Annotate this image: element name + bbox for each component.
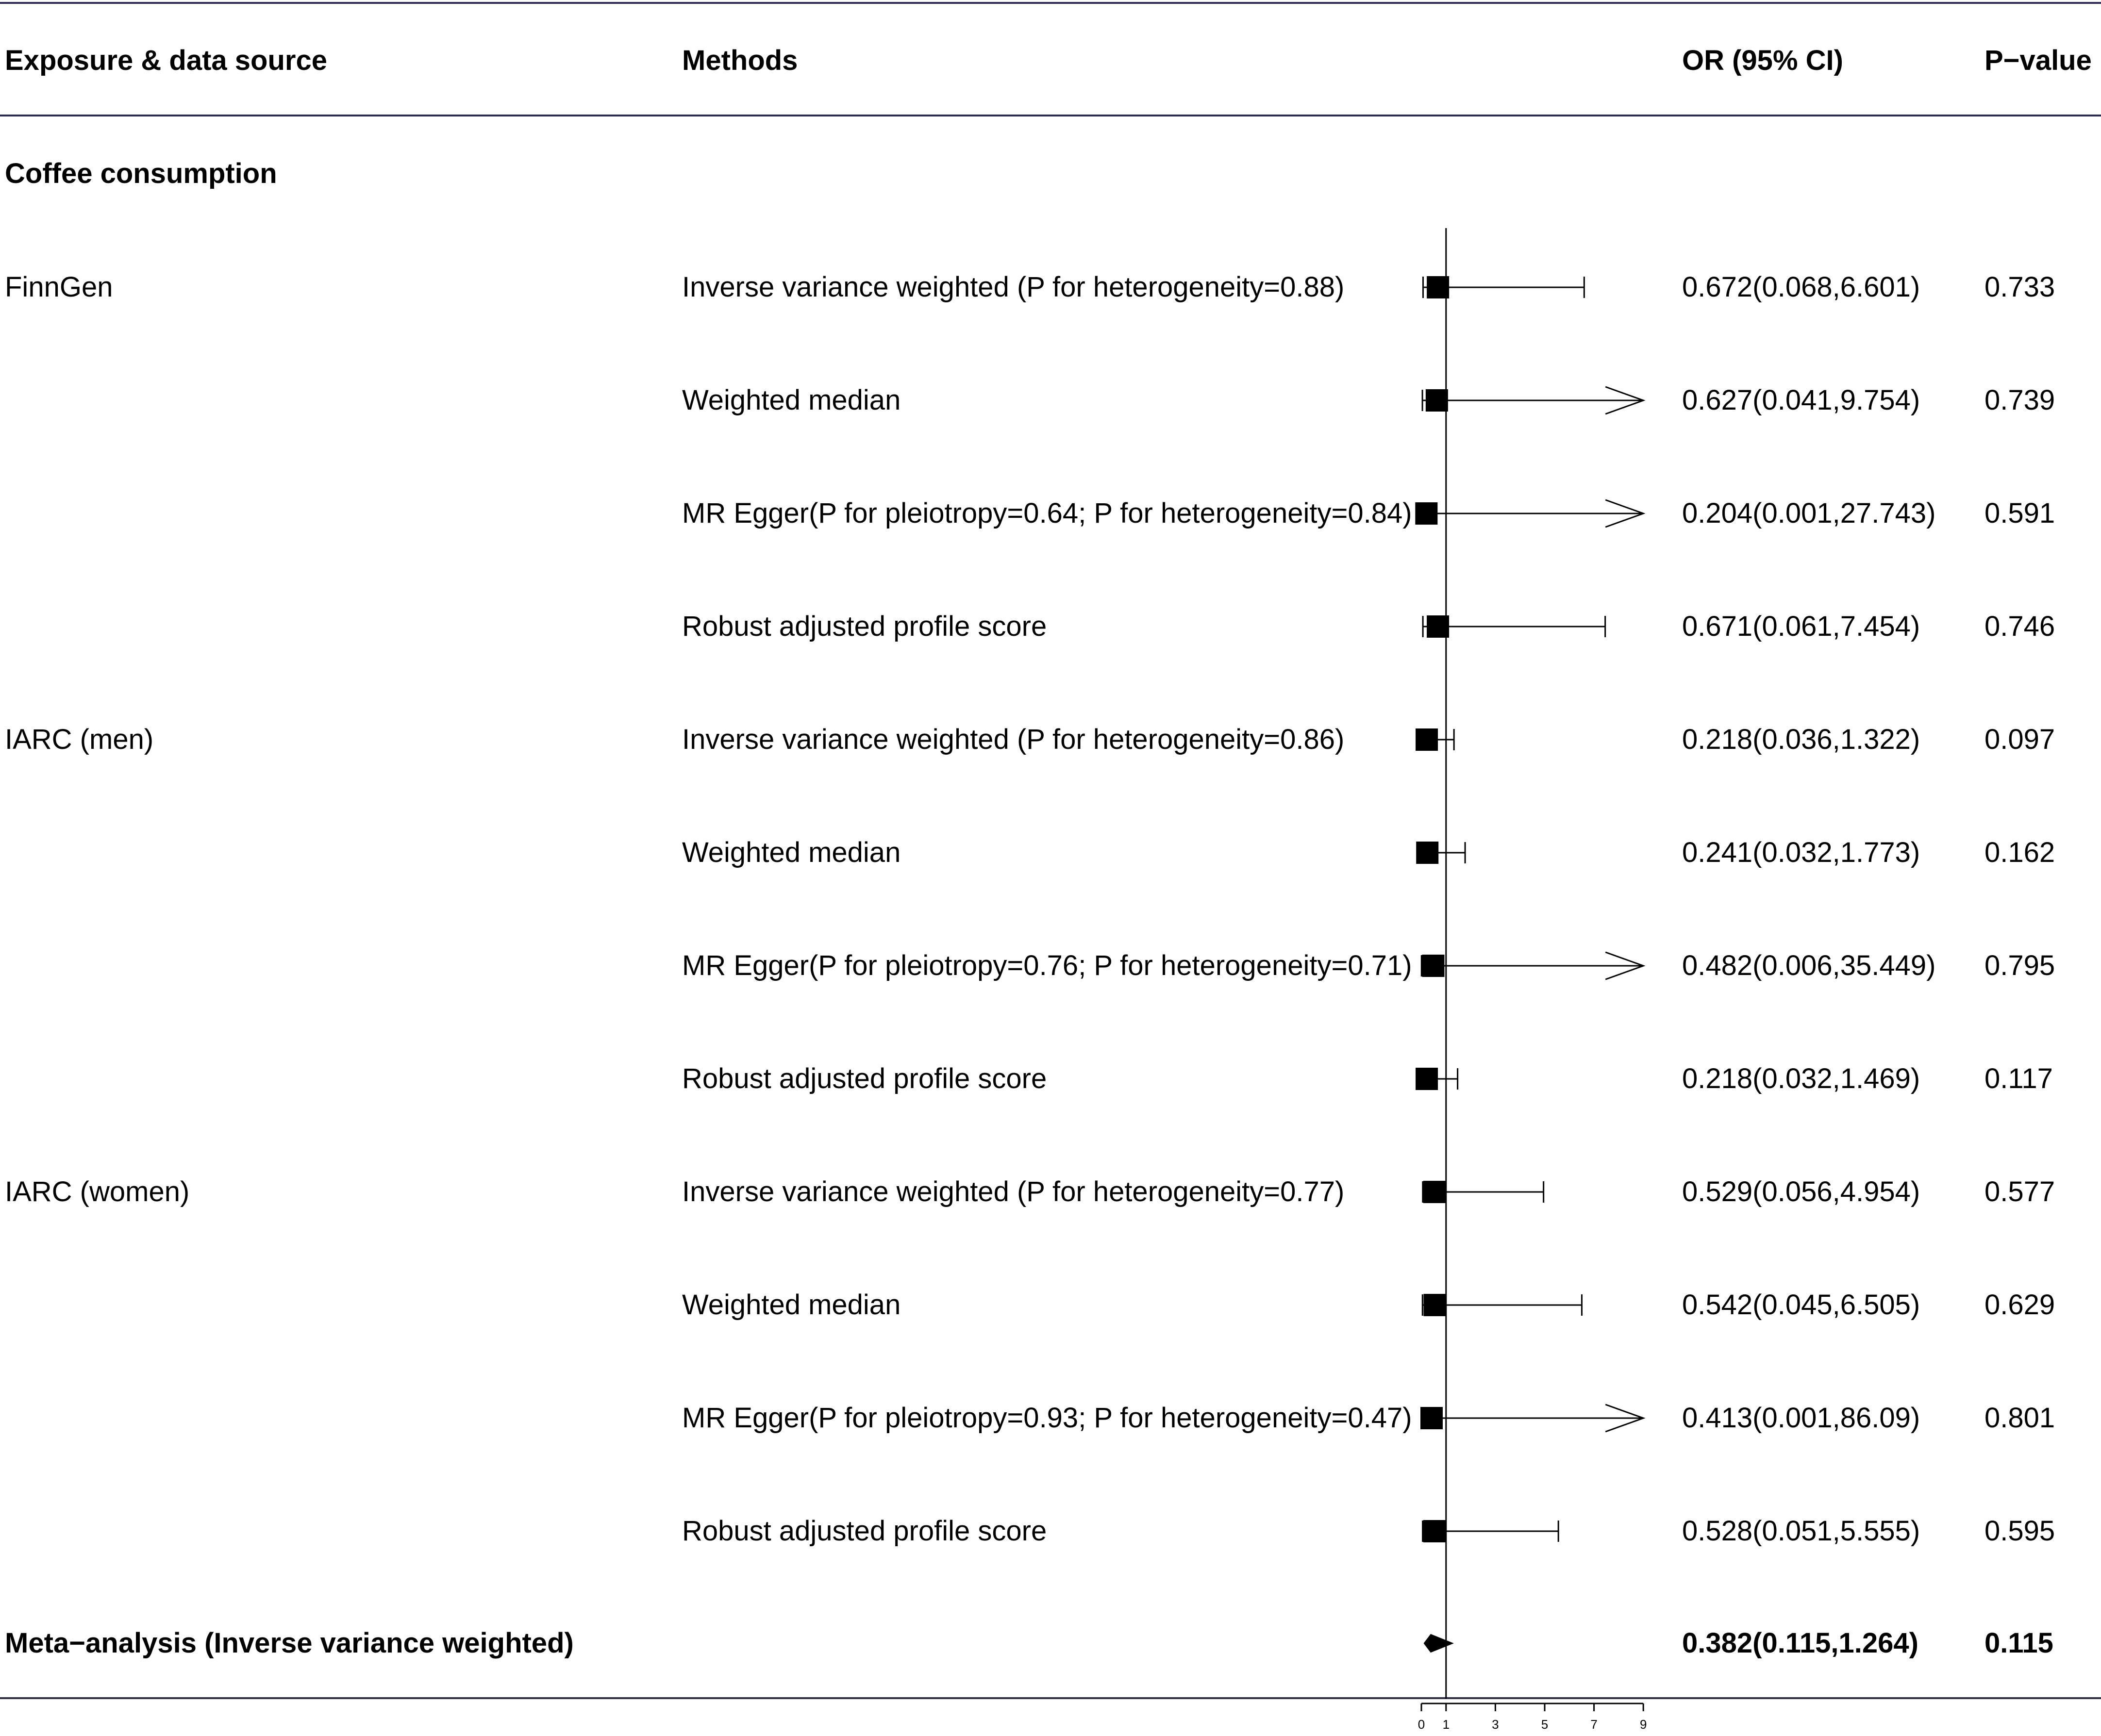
row-p-value: 0.577 — [1984, 1176, 2055, 1207]
point-estimate — [1415, 502, 1437, 525]
row-method: MR Egger(P for pleiotropy=0.76; P for heterogeneity=0.71) — [682, 950, 1412, 981]
header-p-value: P−value — [1984, 45, 2092, 76]
row-p-value: 0.795 — [1984, 950, 2055, 981]
row-or-ci: 0.627(0.041,9.754) — [1682, 384, 1920, 416]
x-tick-label: 9 — [1639, 1717, 1647, 1732]
row-p-value: 0.117 — [1984, 1063, 2053, 1094]
x-tick-label: 7 — [1590, 1717, 1598, 1732]
row-or-ci: 0.241(0.032,1.773) — [1682, 837, 1920, 868]
row-source: IARC (women) — [5, 1176, 190, 1207]
point-estimate — [1416, 728, 1438, 751]
x-tick-label: 5 — [1541, 1717, 1549, 1732]
row-method: MR Egger(P for pleiotropy=0.93; P for heterogeneity=0.47) — [682, 1402, 1412, 1434]
row-p-value: 0.739 — [1984, 384, 2055, 416]
point-estimate — [1423, 1520, 1446, 1542]
row-or-ci: 0.218(0.032,1.469) — [1682, 1063, 1920, 1094]
point-estimate — [1416, 842, 1438, 864]
row-method: Robust adjusted profile score — [682, 611, 1047, 642]
point-estimate — [1426, 389, 1448, 412]
header-exposure: Exposure & data source — [5, 45, 327, 76]
point-estimate — [1427, 276, 1449, 298]
x-tick-label: 1 — [1442, 1717, 1450, 1732]
row-or-ci: 0.671(0.061,7.454) — [1682, 611, 1920, 642]
point-estimate — [1416, 1068, 1438, 1090]
point-estimate — [1424, 1294, 1446, 1316]
row-or-ci: 0.482(0.006,35.449) — [1682, 950, 1936, 981]
x-tick-label: 3 — [1492, 1717, 1499, 1732]
row-or-ci: 0.218(0.036,1.322) — [1682, 724, 1920, 755]
row-method: Inverse variance weighted (P for heterogeneity=0.88) — [682, 271, 1345, 303]
row-method: Inverse variance weighted (P for heterogeneity=0.86) — [682, 724, 1345, 755]
header-or-ci: OR (95% CI) — [1682, 45, 1843, 76]
row-or-ci: 0.204(0.001,27.743) — [1682, 497, 1936, 529]
row-source: IARC (men) — [5, 724, 154, 755]
row-method: Weighted median — [682, 384, 901, 416]
row-p-value: 0.733 — [1984, 271, 2055, 303]
row-p-value: 0.746 — [1984, 611, 2055, 642]
meta-label: Meta−analysis (Inverse variance weighted) — [5, 1627, 574, 1659]
row-or-ci: 0.672(0.068,6.601) — [1682, 271, 1920, 303]
row-p-value: 0.595 — [1984, 1515, 2055, 1547]
section-title: Coffee consumption — [5, 158, 277, 189]
row-method: MR Egger(P for pleiotropy=0.64; P for heterogeneity=0.84) — [682, 497, 1412, 529]
point-estimate — [1422, 955, 1444, 977]
row-or-ci: 0.529(0.056,4.954) — [1682, 1176, 1920, 1207]
row-p-value: 0.591 — [1984, 497, 2055, 529]
row-or-ci: 0.528(0.051,5.555) — [1682, 1515, 1920, 1547]
summary-diamond — [1424, 1635, 1452, 1652]
point-estimate — [1423, 1181, 1446, 1203]
meta-p-value: 0.115 — [1984, 1627, 2053, 1659]
row-p-value: 0.629 — [1984, 1289, 2055, 1321]
row-p-value: 0.097 — [1984, 724, 2055, 755]
row-or-ci: 0.542(0.045,6.505) — [1682, 1289, 1920, 1321]
point-estimate — [1427, 615, 1449, 638]
row-method: Robust adjusted profile score — [682, 1063, 1047, 1094]
x-tick-label: 0 — [1417, 1717, 1425, 1732]
row-or-ci: 0.413(0.001,86.09) — [1682, 1402, 1920, 1434]
point-estimate — [1420, 1407, 1443, 1429]
row-p-value: 0.162 — [1984, 837, 2055, 868]
row-source: FinnGen — [5, 271, 113, 303]
row-method: Inverse variance weighted (P for heterogeneity=0.77) — [682, 1176, 1345, 1207]
row-method: Weighted median — [682, 1289, 901, 1321]
row-method: Robust adjusted profile score — [682, 1515, 1047, 1547]
row-method: Weighted median — [682, 837, 901, 868]
meta-or-ci: 0.382(0.115,1.264) — [1682, 1627, 1918, 1659]
row-p-value: 0.801 — [1984, 1402, 2055, 1434]
header-methods: Methods — [682, 45, 798, 76]
